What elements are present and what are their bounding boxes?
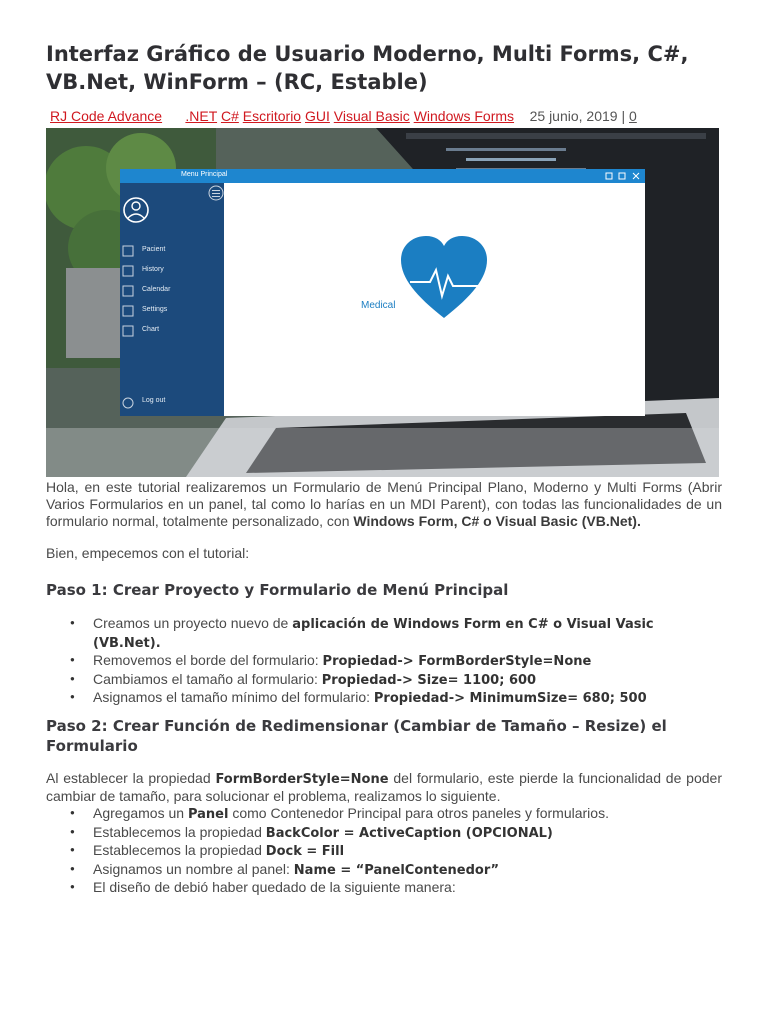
app-window xyxy=(120,169,645,416)
step2-heading: Paso 2: Crear Función de Redimensionar (Cambiar de Tamaño – Resize) el Formulario xyxy=(46,717,667,755)
hero-logout: Log out xyxy=(142,397,166,404)
list-item: ● Agregamos un Panel como Contenedor Principal para otros paneles y formularios. xyxy=(46,805,686,824)
list-item: ● Creamos un proyecto nuevo de aplicación de Windows Form en C# o Visual Vasic (VB.Net). xyxy=(46,615,686,652)
category-link-windows-forms[interactable]: Windows Forms xyxy=(413,108,515,124)
category-link-gui[interactable]: GUI xyxy=(305,108,330,124)
list-item: ● Asignamos un nombre al panel: Name = “PanelContenedor” xyxy=(46,861,686,880)
intro-line2: Bien, empecemos con el tutorial: xyxy=(46,545,250,561)
category-link-visual-basic[interactable]: Visual Basic xyxy=(333,108,410,124)
intro-paragraph xyxy=(46,479,722,530)
article-meta xyxy=(50,107,710,125)
meta-separator: | xyxy=(621,108,626,124)
hero-menu-calendar: Calendar xyxy=(142,286,171,293)
list-item: ● El diseño de debió haber quedado de la siguiente manera: xyxy=(46,879,686,896)
intro-text: Hola, en este tutorial realizaremos un Formulario de Menú Principal Plano, Moderno y Multi Forms (Abrir Varios Formularios en un panel, tal como lo harías en un MDI Parent), con todas las funcionalidades de un formulario normal, totalmente personalizado, con xyxy=(46,479,722,529)
list-item: ● Asignamos el tamaño mínimo del formulario: Propiedad-> MinimumSize= 680; 500 xyxy=(46,689,686,708)
hero-menu-history: History xyxy=(142,266,164,273)
list-item: ● Establecemos la propiedad Dock = Fill xyxy=(46,842,686,861)
comments-count-link[interactable]: 0 xyxy=(629,108,637,124)
step2-list xyxy=(46,805,686,896)
hero-menu-chart: Chart xyxy=(142,326,160,333)
post-date: 25 junio, 2019 xyxy=(529,108,618,124)
intro-bold: Windows Form, C# o Visual Basic (VB.Net). xyxy=(353,513,641,529)
article-title: Interfaz Gráfico de Usuario Moderno, Multi Forms, C#, VB.Net, WinForm – (RC, Estable) xyxy=(46,42,689,94)
hero-menu-pacient: Pacient xyxy=(142,246,166,253)
hero-menu-settings: Settings xyxy=(142,306,168,313)
step1-list xyxy=(46,615,686,708)
hero-window-title: Menu Principal xyxy=(181,171,228,178)
step1-heading: Paso 1: Crear Proyecto y Formulario de Menú Principal xyxy=(46,581,509,599)
category-link-escritorio[interactable]: Escritorio xyxy=(242,108,302,124)
list-item: ● Establecemos la propiedad BackColor = ActiveCaption (OPCIONAL) xyxy=(46,824,686,843)
author-link[interactable]: RJ Code Advance xyxy=(50,108,163,124)
hero-image xyxy=(46,128,719,477)
hero-logo-text: Medical xyxy=(361,300,396,311)
category-link-net[interactable]: .NET xyxy=(185,108,218,124)
step2-paragraph: Al establecer la propiedad FormBorderStyle=None del formulario, este pierde la funcionalidad de poder cambiar de tamaño, para solucionar el problema, realizamos lo siguiente. xyxy=(46,770,722,804)
list-item: ● Removemos el borde del formulario: Propiedad-> FormBorderStyle=None xyxy=(46,652,686,671)
list-item: ● Cambiamos el tamaño al formulario: Propiedad-> Size= 1100; 600 xyxy=(46,671,686,690)
category-link-csharp[interactable]: C# xyxy=(220,108,239,124)
